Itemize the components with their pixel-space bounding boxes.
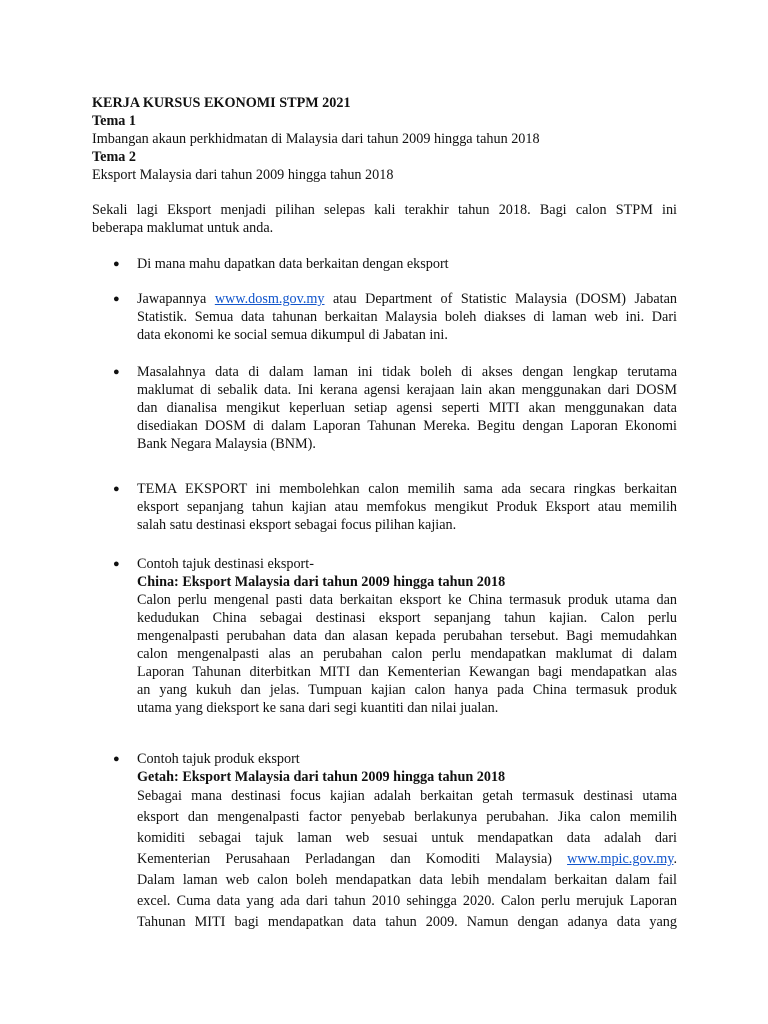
bullet-icon: ●	[113, 483, 120, 495]
bullet-icon: ●	[113, 753, 120, 765]
example-heading: China: Eksport Malaysia dari tahun 2009 hingga tahun 2018	[137, 574, 506, 590]
bullet-text: TEMA EKSPORT ini membolehkan calon memilih sama ada secara ringkas berkaitan	[137, 481, 677, 497]
bullet-icon: ●	[113, 366, 120, 378]
example-text-part: .	[673, 851, 677, 867]
example-text: Calon perlu mengenal pasti data berkaitan eksport ke China termasuk produk utama dan	[137, 592, 677, 608]
bullet-text: data ekonomi ke social semua dikumpul di Jabatan ini.	[137, 327, 448, 343]
bullet-text: Bank Negara Malaysia (BNM).	[137, 436, 316, 452]
example-label: Contoh tajuk destinasi eksport-	[137, 556, 314, 572]
bullet-text-part: Jawapannya	[137, 291, 215, 307]
example-heading: Getah: Eksport Malaysia dari tahun 2009 hingga tahun 2018	[137, 769, 506, 785]
example-text-part: Kementerian Perusahaan Perladangan dan Komoditi Malaysia)	[137, 851, 568, 867]
example-label: Contoh tajuk produk eksport	[137, 751, 300, 767]
example-text: an yang kukuh dan jelas. Tumpuan kajian calon hanya pada China termasuk produk	[137, 682, 677, 698]
intro-line: beberapa maklumat untuk anda.	[92, 220, 274, 236]
bullet-text: dan dianalisa mengikut keperluan setiap agensi seperti MITI akan menggunakan data	[137, 400, 677, 416]
bullet-text: maklumat di sebalik data. Ini kerana agensi kerajaan lain akan menggunakan dari DOSM	[137, 382, 677, 398]
example-text: excel. Cuma data yang ada dari tahun 2010 sehingga 2020. Calon perlu merujuk Laporan	[137, 893, 677, 909]
bullet-icon: ●	[113, 258, 120, 270]
theme-1-label: Tema 1	[92, 113, 137, 129]
example-text: Dalam laman web calon boleh mendapatkan data lebih mendalam berkaitan dalam fail	[137, 872, 677, 888]
example-text: Sebagai mana destinasi focus kajian adalah berkaitan getah termasuk destinasi utama	[137, 788, 677, 804]
theme-2-label: Tema 2	[92, 149, 137, 165]
example-text: Laporan Tahunan diterbitkan MITI dan Kementerian Kewangan bagi mendapatkan alas	[137, 664, 677, 680]
theme-2-text: Eksport Malaysia dari tahun 2009 hingga tahun 2018	[92, 167, 394, 183]
theme-1-text: Imbangan akaun perkhidmatan di Malaysia dari tahun 2009 hingga tahun 2018	[92, 131, 540, 147]
bullet-text: disediakan DOSM di dalam Laporan Tahunan Mereka. Begitu dengan Laporan Ekonomi	[137, 418, 677, 434]
bullet-text: salah satu destinasi eksport sebagai focus pilihan kajian.	[137, 517, 457, 533]
example-text: eksport dan mengenalpasti factor penyebab berlakunya perubahan. Jika calon memilih	[137, 809, 677, 825]
example-text: komiditi sebagai tajuk laman web sesuai untuk mendapatkan data adalah dari	[137, 830, 677, 846]
example-text: kedudukan China sebagai destinasi eksport sepanjang tahun kajian. Calon perlu	[137, 610, 677, 626]
bullet-icon: ●	[113, 558, 120, 570]
example-text	[137, 852, 677, 866]
bullet-text: eksport sepanjang tahun kajian atau memfokus mengikut Produk Eksport atau memilih	[137, 499, 677, 515]
mpic-link[interactable]: www.mpic.gov.my	[567, 851, 674, 867]
example-text: Tahunan MITI bagi mendapatkan data tahun 2009. Namun dengan adanya data yang	[137, 914, 677, 930]
bullet-text	[137, 292, 677, 306]
bullet-text-part: atau Department of Statistic Malaysia (DOSM) Jabatan	[324, 291, 677, 307]
document-title: KERJA KURSUS EKONOMI STPM 2021	[92, 95, 351, 111]
dosm-link[interactable]: www.dosm.gov.my	[214, 291, 325, 307]
bullet-icon: ●	[113, 293, 120, 305]
bullet-text: Statistik. Semua data tahunan berkaitan Malaysia boleh diakses di laman web ini. Dari	[137, 309, 677, 325]
intro-line: Sekali lagi Eksport menjadi pilihan selepas kali terakhir tahun 2018. Bagi calon STPM ini	[92, 202, 677, 218]
bullet-text: Di mana mahu dapatkan data berkaitan dengan eksport	[137, 256, 449, 272]
example-text: utama yang dieksport ke sana dari segi kuantiti dan nilai jualan.	[137, 700, 499, 716]
example-text: calon mengenalpasti alas an perubahan calon perlu mendapatkan maklumat di dalam	[137, 646, 677, 662]
bullet-text: Masalahnya data di dalam laman ini tidak boleh di akses dengan lengkap terutama	[137, 364, 677, 380]
example-text: mengenalpasti perubahan data dan alasan kepada perubahan tersebut. Bagi memudahkan	[137, 628, 677, 644]
